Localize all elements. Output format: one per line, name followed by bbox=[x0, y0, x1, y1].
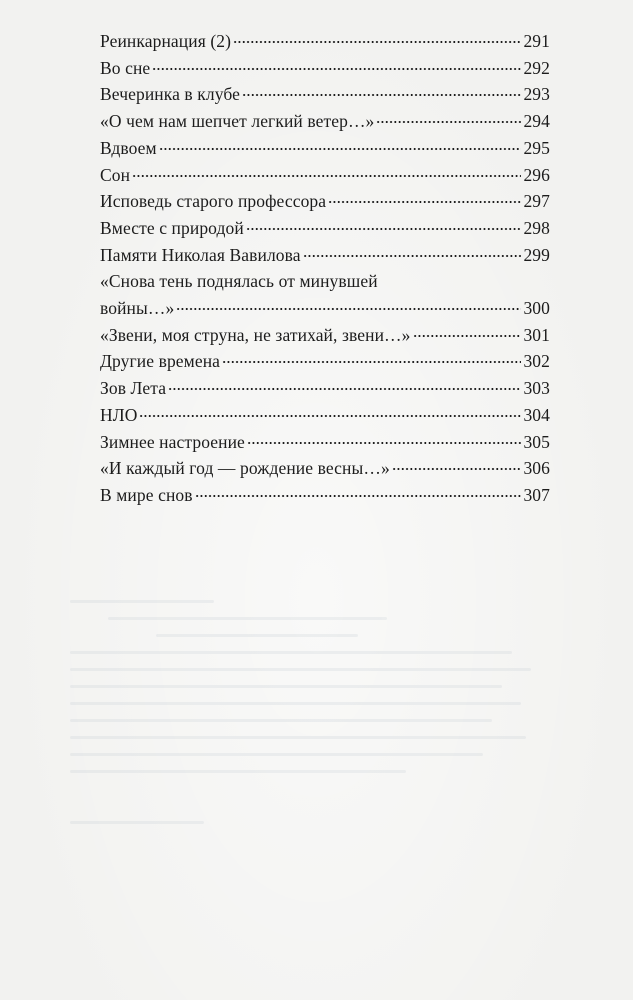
toc-entry-page: 300 bbox=[523, 298, 550, 319]
toc-entry-page: 301 bbox=[523, 324, 550, 345]
dot-leader bbox=[195, 494, 522, 498]
toc-entry[interactable] bbox=[100, 135, 550, 162]
toc-entry-title: Зов Лета bbox=[100, 378, 167, 399]
toc-entry[interactable] bbox=[100, 55, 550, 82]
toc-entry-title: Сон bbox=[100, 164, 131, 185]
toc-entry[interactable] bbox=[100, 375, 550, 402]
dot-leader bbox=[132, 174, 521, 178]
toc-entry-title: Вечеринка в клубе bbox=[100, 84, 240, 105]
toc-entry-title: «И каждый год — рождение весны…» bbox=[100, 458, 390, 479]
toc-entry-title: Зимнее настроение bbox=[100, 431, 245, 452]
toc-entry[interactable] bbox=[100, 402, 550, 429]
toc-entry[interactable] bbox=[100, 242, 550, 269]
dot-leader bbox=[176, 307, 521, 311]
toc-entry-title: войны…» bbox=[100, 298, 175, 319]
toc-entry-page: 299 bbox=[523, 244, 550, 265]
toc-entry-page: 294 bbox=[523, 111, 550, 132]
toc-entry-title: Во сне bbox=[100, 57, 151, 78]
toc-entry-title: Исповедь старого профессора bbox=[100, 191, 327, 212]
toc-entry-page: 302 bbox=[523, 351, 550, 372]
toc-entry-page: 291 bbox=[523, 31, 550, 51]
toc-entry[interactable] bbox=[100, 81, 550, 108]
reverse-side-show-through bbox=[70, 600, 550, 930]
toc-entry[interactable] bbox=[100, 322, 550, 349]
toc-entry-page: 305 bbox=[523, 431, 550, 452]
toc-entry[interactable] bbox=[100, 268, 550, 321]
dot-leader bbox=[246, 227, 522, 231]
dot-leader bbox=[152, 67, 521, 71]
dot-leader bbox=[139, 414, 521, 418]
toc-entry[interactable] bbox=[100, 162, 550, 189]
toc-entry-title: Другие времена bbox=[100, 351, 221, 372]
toc-entry-page: 298 bbox=[523, 217, 550, 238]
dot-leader bbox=[159, 147, 522, 151]
toc-entry-title: Вдвоем bbox=[100, 137, 157, 158]
dot-leader bbox=[247, 441, 522, 445]
toc-entry[interactable] bbox=[100, 188, 550, 215]
toc-entry-page: 296 bbox=[523, 164, 550, 185]
dot-leader bbox=[328, 200, 521, 204]
toc-entry-page: 307 bbox=[523, 484, 550, 505]
toc-entry-title-line1: «Снова тень поднялась от минувшей bbox=[100, 271, 378, 292]
dot-leader bbox=[392, 467, 522, 471]
toc-entry-title: Вместе с природой bbox=[100, 217, 244, 238]
toc-entry-title: «О чем нам шепчет легкий ветер…» bbox=[100, 111, 375, 132]
toc-entry-title: Реинкарнация (2) bbox=[100, 31, 232, 51]
toc-entry-page: 293 bbox=[523, 84, 550, 105]
toc-entry-page: 303 bbox=[523, 378, 550, 399]
toc-entry-title: В мире снов bbox=[100, 484, 193, 505]
toc-entry-page: 292 bbox=[523, 57, 550, 78]
toc-entry[interactable] bbox=[100, 455, 550, 482]
toc-entry-page: 297 bbox=[523, 191, 550, 212]
toc-entry[interactable] bbox=[100, 429, 550, 456]
toc-entry[interactable] bbox=[100, 482, 550, 509]
toc-entry[interactable] bbox=[100, 28, 550, 55]
dot-leader bbox=[242, 93, 521, 97]
dot-leader bbox=[168, 387, 521, 391]
toc-entry-page: 306 bbox=[523, 458, 550, 479]
dot-leader bbox=[413, 334, 522, 338]
dot-leader bbox=[376, 120, 521, 124]
toc-entry-page: 295 bbox=[523, 137, 550, 158]
toc-entry[interactable] bbox=[100, 215, 550, 242]
toc-entry[interactable] bbox=[100, 108, 550, 135]
toc-entry-title: Памяти Николая Вавилова bbox=[100, 244, 301, 265]
dot-leader bbox=[303, 254, 522, 258]
toc-entry-page: 304 bbox=[523, 404, 550, 425]
dot-leader bbox=[233, 40, 521, 44]
toc-entry-title: НЛО bbox=[100, 404, 138, 425]
dot-leader bbox=[222, 360, 521, 364]
table-of-contents bbox=[100, 28, 550, 509]
toc-entry-title: «Звени, моя струна, не затихай, звени…» bbox=[100, 324, 411, 345]
toc-entry[interactable] bbox=[100, 348, 550, 375]
